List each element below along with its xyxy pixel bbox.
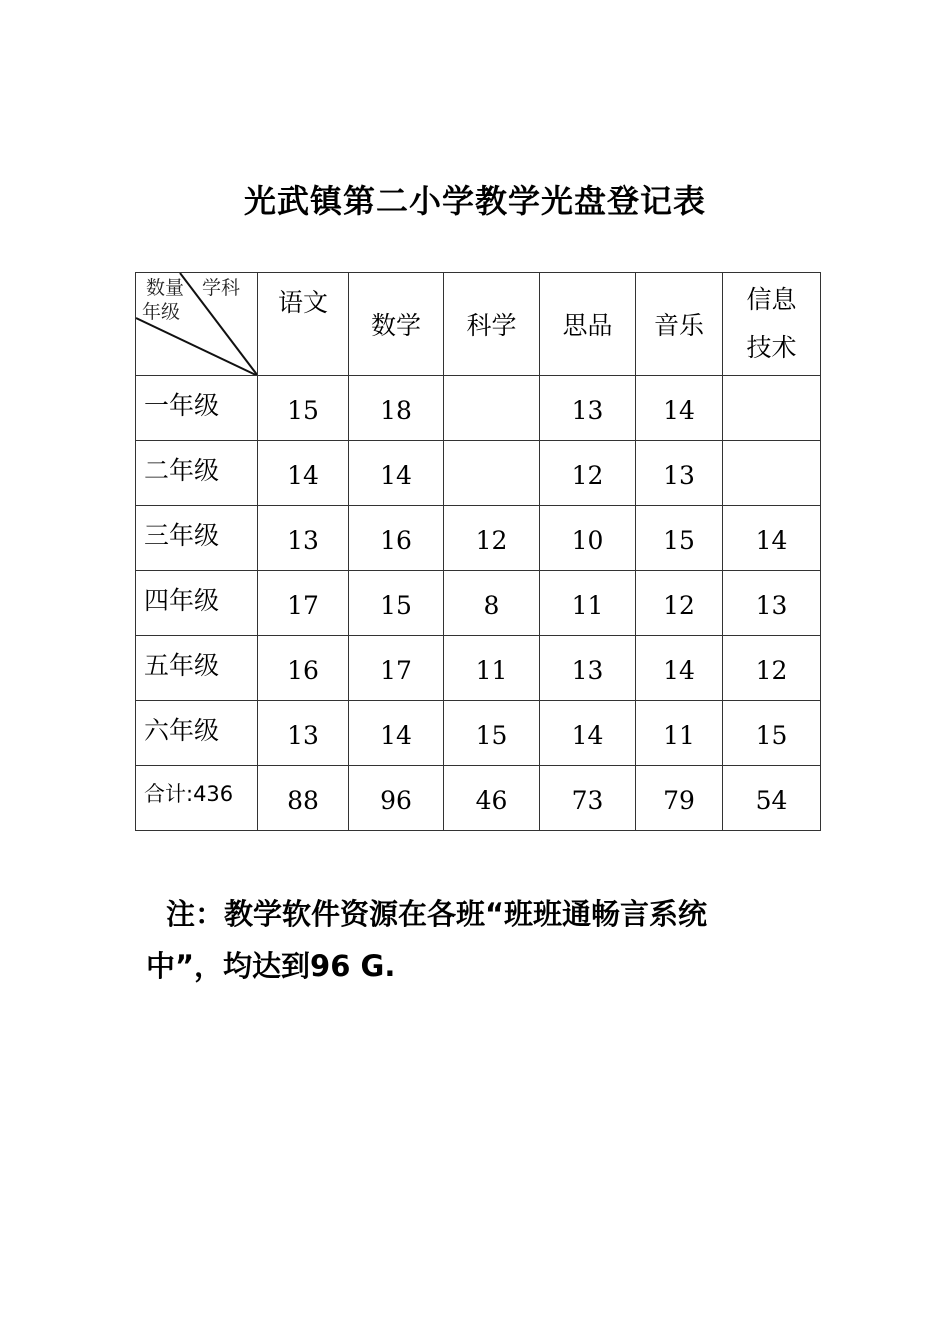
grade-label: 三年级 <box>136 506 258 571</box>
value-cell: 12 <box>540 441 636 506</box>
value-cell: 12 <box>723 636 821 701</box>
table-row <box>136 376 821 441</box>
grade-label: 六年级 <box>136 701 258 766</box>
value-cell: 15 <box>636 506 723 571</box>
value-cell: 15 <box>349 571 444 636</box>
value-cell: 18 <box>349 376 444 441</box>
corner-subject-label: 学科 <box>202 277 241 299</box>
total-value-cell: 96 <box>349 766 444 831</box>
value-cell: 14 <box>540 701 636 766</box>
corner-quantity-label: 数量 <box>146 277 185 299</box>
value-cell: 11 <box>540 571 636 636</box>
total-value-cell: 73 <box>540 766 636 831</box>
value-cell <box>444 441 540 506</box>
total-value-cell: 79 <box>636 766 723 831</box>
value-cell <box>723 441 821 506</box>
value-cell: 17 <box>349 636 444 701</box>
value-cell: 16 <box>349 506 444 571</box>
value-cell: 14 <box>636 636 723 701</box>
footnote-line-1 <box>146 888 826 940</box>
value-cell: 15 <box>723 701 821 766</box>
page-title: 光武镇第二小学教学光盘登记表 <box>243 182 706 220</box>
value-cell: 14 <box>636 376 723 441</box>
value-cell: 13 <box>723 571 821 636</box>
value-cell: 13 <box>540 636 636 701</box>
value-cell: 13 <box>258 506 349 571</box>
grade-label: 二年级 <box>136 441 258 506</box>
corner-grade-label: 年级 <box>142 301 181 323</box>
value-cell: 10 <box>540 506 636 571</box>
disc-register-table <box>135 272 821 831</box>
value-cell: 12 <box>444 506 540 571</box>
table-row <box>136 636 821 701</box>
footnote-text-1: 注：教学软件资源在各班“班班通畅言系统 <box>166 897 708 931</box>
table-header-row <box>136 273 821 376</box>
value-cell: 14 <box>349 441 444 506</box>
footnote <box>146 888 826 992</box>
value-cell: 16 <box>258 636 349 701</box>
subject-label: 数学 <box>370 311 421 340</box>
value-cell <box>723 376 821 441</box>
subject-label-line1: 信息 <box>746 285 797 314</box>
subject-header-morality <box>540 273 636 376</box>
footnote-line-2 <box>146 940 826 992</box>
corner-header-cell <box>136 273 258 376</box>
total-value-cell: 54 <box>723 766 821 831</box>
value-cell: 13 <box>258 701 349 766</box>
grade-label: 一年级 <box>136 376 258 441</box>
subject-header-chinese <box>258 273 349 376</box>
value-cell: 15 <box>444 701 540 766</box>
value-cell: 14 <box>258 441 349 506</box>
total-label: 合计:436 <box>136 766 258 831</box>
grade-label: 五年级 <box>136 636 258 701</box>
value-cell: 8 <box>444 571 540 636</box>
subject-header-music <box>636 273 723 376</box>
value-cell: 15 <box>258 376 349 441</box>
subject-label: 科学 <box>466 311 517 340</box>
table-row <box>136 571 821 636</box>
total-value-cell: 88 <box>258 766 349 831</box>
value-cell: 11 <box>444 636 540 701</box>
value-cell <box>444 376 540 441</box>
subject-label: 语文 <box>277 288 328 317</box>
table-row <box>136 701 821 766</box>
value-cell: 13 <box>636 441 723 506</box>
subject-header-science <box>444 273 540 376</box>
grade-label: 四年级 <box>136 571 258 636</box>
subject-label: 音乐 <box>653 311 704 340</box>
value-cell: 11 <box>636 701 723 766</box>
subject-label-line2: 技术 <box>746 333 797 362</box>
value-cell: 13 <box>540 376 636 441</box>
value-cell: 12 <box>636 571 723 636</box>
value-cell: 14 <box>723 506 821 571</box>
subject-label: 思品 <box>562 311 613 340</box>
subject-header-math <box>349 273 444 376</box>
footnote-text-2: 中”，均达到96 G. <box>146 949 396 983</box>
total-value-cell: 46 <box>444 766 540 831</box>
value-cell: 17 <box>258 571 349 636</box>
total-row <box>136 766 821 831</box>
value-cell: 14 <box>349 701 444 766</box>
table-row <box>136 441 821 506</box>
table-row <box>136 506 821 571</box>
subject-header-it <box>723 273 821 376</box>
